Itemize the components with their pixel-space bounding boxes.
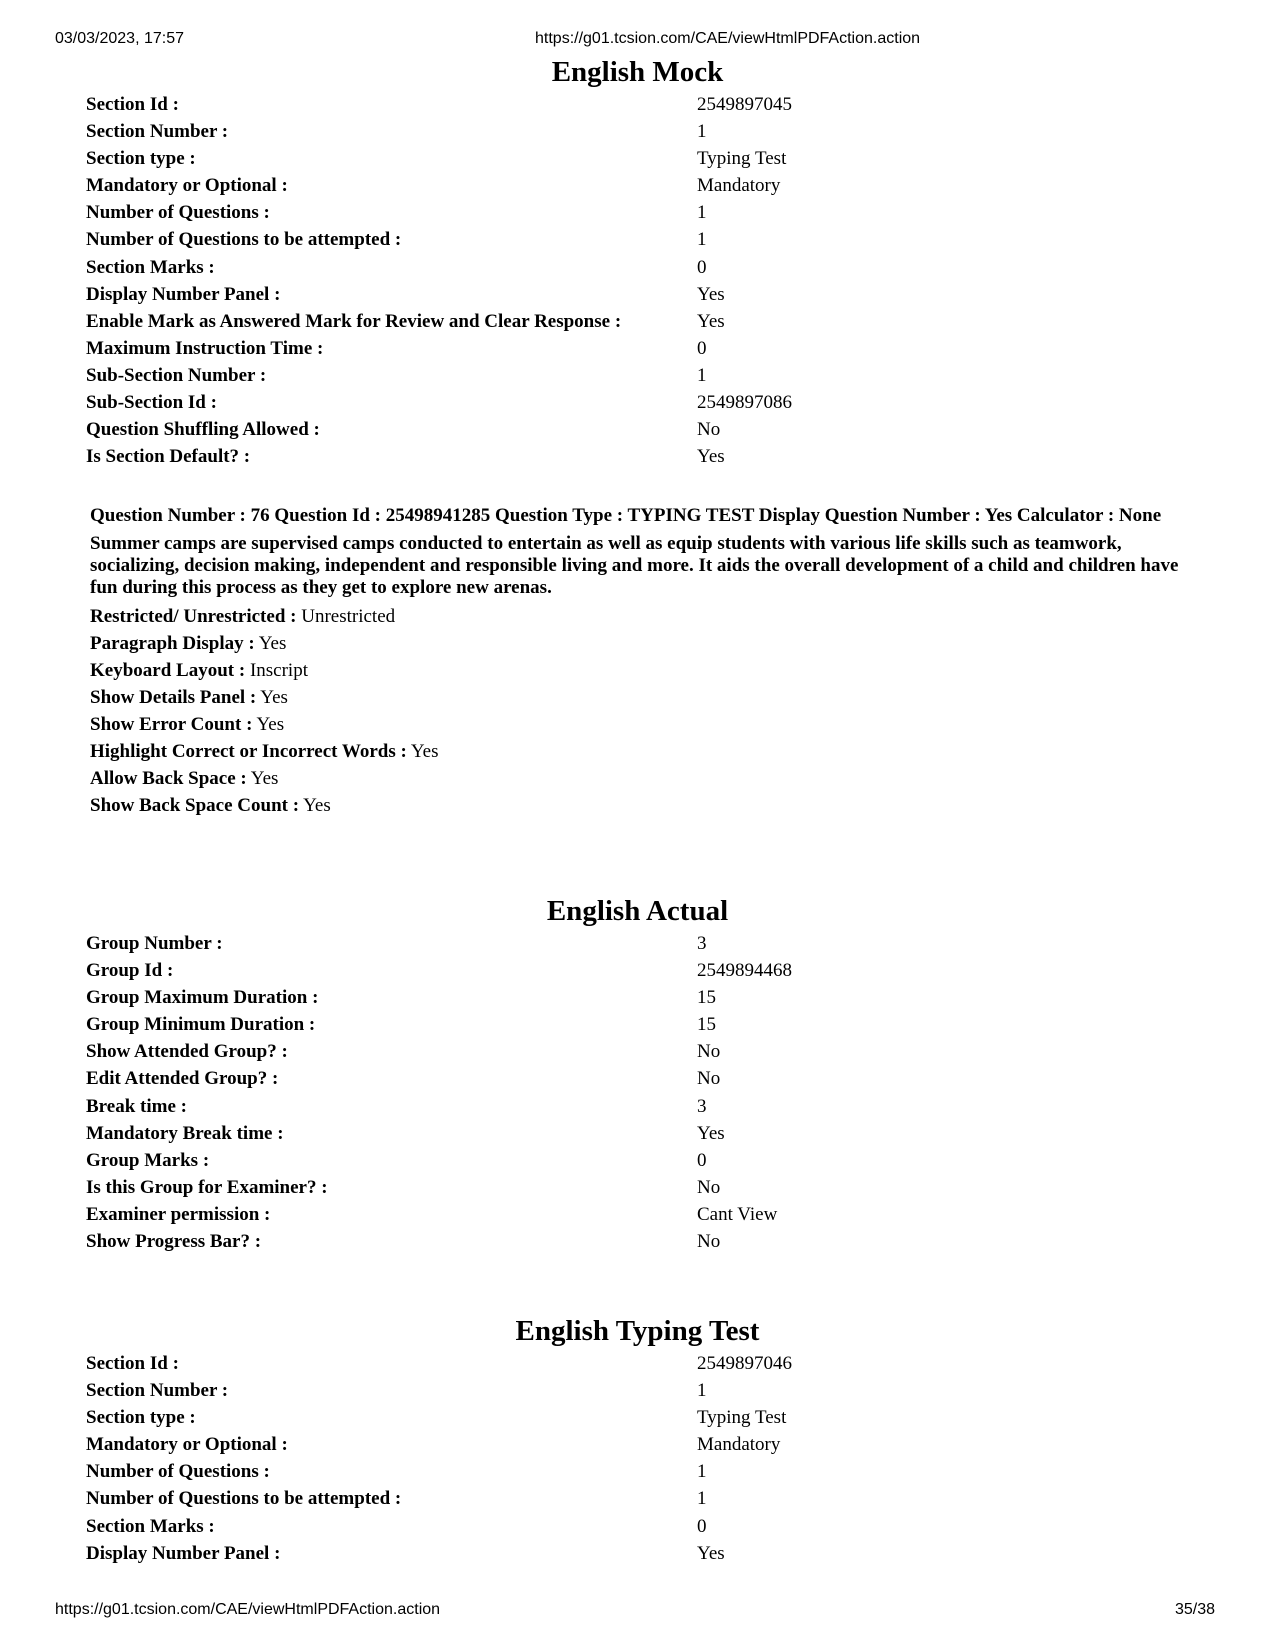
detail-label: Number of Questions to be attempted : (86, 229, 402, 251)
property-value: Yes (303, 795, 331, 816)
detail-row (86, 118, 1186, 145)
detail-value: 15 (697, 987, 716, 1009)
detail-row (86, 1513, 1186, 1540)
property-label: Paragraph Display : (90, 633, 255, 654)
detail-row (86, 1011, 1186, 1038)
detail-row (86, 281, 1186, 308)
detail-row (86, 172, 1186, 199)
property-row (90, 630, 1185, 657)
question-properties (90, 603, 1185, 819)
detail-label: Edit Attended Group? : (86, 1068, 279, 1090)
detail-label: Group Id : (86, 960, 174, 982)
page-number: 35/38 (1174, 1601, 1215, 1618)
detail-value: Mandatory (697, 175, 781, 197)
property-value: Yes (258, 633, 287, 654)
detail-value: 2549897046 (697, 1353, 792, 1374)
property-value: Inscript (249, 660, 308, 681)
detail-value: Yes (697, 1542, 725, 1564)
detail-value: 1 (697, 1461, 707, 1483)
section-details-table (86, 1350, 1186, 1567)
detail-value: 15 (697, 1014, 716, 1036)
detail-label: Maximum Instruction Time : (86, 337, 324, 359)
detail-value: 2549897086 (697, 392, 792, 414)
detail-value: 3 (697, 933, 707, 954)
property-label: Allow Back Space : (90, 768, 247, 789)
detail-label: Display Number Panel : (86, 283, 281, 305)
detail-row (86, 1350, 1186, 1377)
detail-row (86, 335, 1186, 362)
detail-value: No (697, 1041, 721, 1063)
detail-value: No (697, 1176, 721, 1198)
property-value: Unrestricted (301, 606, 396, 627)
property-label: Show Back Space Count : (90, 795, 300, 816)
detail-row (86, 362, 1186, 389)
detail-row (86, 984, 1186, 1011)
detail-row (86, 1404, 1186, 1431)
detail-row (86, 1201, 1186, 1228)
section-title-english-typing-test: English Typing Test (515, 1315, 760, 1347)
property-row (90, 792, 1185, 819)
detail-value: Mandatory (697, 1434, 781, 1456)
property-value: Yes (410, 741, 439, 762)
property-value: Yes (256, 714, 285, 735)
detail-row (86, 199, 1186, 226)
detail-label: Group Number : (86, 933, 223, 954)
detail-label: Section Marks : (86, 256, 215, 278)
detail-row (86, 1120, 1186, 1147)
detail-row (86, 145, 1186, 172)
detail-label: Examiner permission : (86, 1203, 271, 1225)
detail-row (86, 1038, 1186, 1065)
section-title-english-actual: English Actual (546, 895, 729, 927)
detail-value: Typing Test (697, 148, 787, 170)
question-passage: Summer camps are supervised camps conducted to entertain as well as equip students with various life skills such as teamwork, socializing, decision making, independent and responsible living and more. It aids the overall development of a child and children have fun during this process as they get to explore new arenas. (90, 533, 1179, 598)
property-value: Yes (260, 687, 288, 708)
detail-label: Group Minimum Duration : (86, 1014, 316, 1036)
detail-value: 2549897045 (697, 94, 792, 115)
detail-value: 1 (697, 1488, 707, 1510)
detail-row (86, 1377, 1186, 1404)
detail-row (86, 443, 1186, 470)
detail-value: 2549894468 (697, 960, 792, 982)
detail-row (86, 389, 1186, 416)
detail-label: Is Section Default? : (86, 446, 251, 468)
print-datetime: 03/03/2023, 17:57 (55, 30, 185, 47)
detail-row (86, 957, 1186, 984)
detail-label: Number of Questions : (86, 1461, 270, 1483)
detail-label: Question Shuffling Allowed : (86, 419, 320, 441)
detail-value: No (697, 419, 721, 441)
detail-row (86, 1065, 1186, 1092)
detail-row (86, 416, 1186, 443)
detail-row (86, 1458, 1186, 1485)
detail-value: Yes (697, 1122, 725, 1144)
question-header: Question Number : 76 Question Id : 25498941285 Question Type : TYPING TEST Display Question Number : Yes Calculator : None (90, 505, 1162, 526)
property-label: Restricted/ Unrestricted : (90, 606, 297, 627)
detail-value: Yes (697, 310, 725, 332)
property-label: Keyboard Layout : (90, 660, 246, 681)
detail-label: Section Id : (86, 94, 179, 115)
detail-value: 1 (697, 229, 707, 251)
detail-label: Section Number : (86, 121, 229, 143)
detail-value: Yes (697, 446, 725, 468)
detail-value: Yes (697, 283, 725, 305)
detail-label: Break time : (86, 1095, 187, 1117)
detail-value: 1 (697, 1380, 707, 1402)
detail-label: Is this Group for Examiner? : (86, 1176, 328, 1198)
detail-label: Section type : (86, 148, 196, 170)
detail-value: Typing Test (697, 1407, 787, 1429)
footer-url: https://g01.tcsion.com/CAE/viewHtmlPDFAction.action (55, 1601, 441, 1618)
detail-label: Enable Mark as Answered Mark for Review and Clear Response : (86, 310, 622, 332)
detail-label: Section Marks : (86, 1515, 215, 1537)
detail-row (86, 308, 1186, 335)
detail-value: No (697, 1068, 721, 1090)
detail-row (86, 254, 1186, 281)
detail-label: Section Id : (86, 1353, 179, 1374)
detail-label: Sub-Section Id : (86, 392, 217, 414)
property-row (90, 657, 1185, 684)
detail-value: 3 (697, 1095, 707, 1117)
detail-label: Mandatory Break time : (86, 1122, 284, 1144)
property-row (90, 711, 1185, 738)
detail-row (86, 1540, 1186, 1567)
detail-label: Show Attended Group? : (86, 1041, 288, 1063)
detail-row (86, 1093, 1186, 1120)
property-row (90, 765, 1185, 792)
property-row (90, 738, 1185, 765)
detail-value: Cant View (697, 1203, 778, 1225)
detail-label: Number of Questions to be attempted : (86, 1488, 402, 1510)
section-title-english-mock: English Mock (551, 56, 724, 88)
detail-value: No (697, 1231, 721, 1253)
detail-value: 0 (697, 337, 707, 359)
detail-label: Mandatory or Optional : (86, 175, 288, 197)
detail-label: Section type : (86, 1407, 196, 1429)
detail-label: Mandatory or Optional : (86, 1434, 288, 1456)
detail-value: 0 (697, 1149, 707, 1171)
detail-value: 0 (697, 256, 707, 278)
detail-value: 1 (697, 364, 707, 386)
detail-row (86, 226, 1186, 253)
detail-row (86, 1485, 1186, 1512)
detail-label: Sub-Section Number : (86, 364, 267, 386)
detail-value: 1 (697, 202, 707, 224)
property-row (90, 603, 1185, 630)
property-row (90, 684, 1185, 711)
detail-value: 1 (697, 121, 707, 143)
detail-row (86, 1431, 1186, 1458)
property-label: Highlight Correct or Incorrect Words : (90, 741, 407, 762)
question-block (90, 505, 1185, 819)
section-details-table (86, 91, 1186, 470)
detail-row (86, 930, 1186, 957)
detail-row (86, 1228, 1186, 1255)
group-details-table (86, 930, 1186, 1255)
property-label: Show Details Panel : (90, 687, 257, 708)
detail-row (86, 91, 1186, 118)
property-value: Yes (250, 768, 279, 789)
detail-label: Show Progress Bar? : (86, 1231, 262, 1253)
detail-row (86, 1174, 1186, 1201)
print-url: https://g01.tcsion.com/CAE/viewHtmlPDFAction.action (535, 30, 921, 47)
detail-label: Section Number : (86, 1380, 229, 1402)
property-label: Show Error Count : (90, 714, 253, 735)
detail-value: 0 (697, 1515, 707, 1537)
detail-label: Display Number Panel : (86, 1542, 281, 1564)
detail-row (86, 1147, 1186, 1174)
detail-label: Number of Questions : (86, 202, 270, 224)
detail-label: Group Maximum Duration : (86, 987, 319, 1009)
detail-label: Group Marks : (86, 1149, 210, 1171)
